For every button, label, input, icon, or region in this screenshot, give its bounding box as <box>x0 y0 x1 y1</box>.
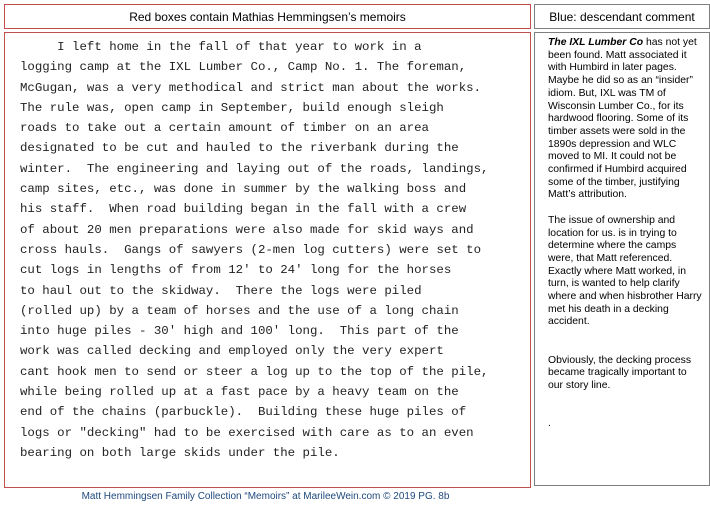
memoir-line: designated to be cut and hauled to the riverbank during the <box>20 141 459 156</box>
comment-paragraph-4: . <box>548 418 551 430</box>
memoir-line: into huge piles - 30' high and 100' long. This part of the <box>20 324 459 339</box>
comment-paragraph-3: Obviously, the decking process became tragically important to our story line. <box>548 354 692 391</box>
footer-text: Matt Hemmingsen Family Collection “Memoirs” at MarileeWein.com © 2019 PG. 8b <box>81 491 450 502</box>
memoir-line: camp sites, etc., was done in summer by the walking boss and <box>20 182 467 197</box>
comment-paragraph-1 <box>548 37 703 202</box>
memoir-header-label: Red boxes contain Mathias Hemmingsen’s memoirs <box>129 9 406 24</box>
memoir-text-box <box>4 32 531 488</box>
comment-header-label: Blue: descendant comment <box>549 9 695 24</box>
memoir-line: logging camp at the IXL Lumber Co., Camp No. 1. The foreman, <box>20 60 467 75</box>
memoir-line: to haul out to the skidway. There the logs were piled <box>20 283 422 298</box>
memoir-line: cant hook men to send or steer a log up to the top of the pile, <box>20 364 489 379</box>
descendant-comment-box <box>534 32 710 486</box>
memoir-line: roads to take out a certain amount of timber on an area <box>20 121 429 136</box>
memoir-line: McGugan, was a very methodical and strict man about the works. <box>20 80 482 95</box>
memoir-line: I left home in the fall of that year to work in a <box>20 40 422 54</box>
memoir-header <box>4 4 531 29</box>
memoir-line: The rule was, open camp in September, build enough sleigh <box>20 100 444 115</box>
memoir-line: his staff. When road building began in the fall with a crew <box>20 202 467 217</box>
memoir-line: cross hauls. Gangs of sawyers (2-men log cutters) were set to <box>20 242 482 257</box>
comment-header <box>534 4 710 29</box>
comment-paragraph-2: The issue of ownership and location for us. is in trying to determine where the camps were, that Matt referenced. Exactly where Matt worked, in turn, is wanted to help clarify where and when hisbrother Harry met his death in a decking accident. <box>548 214 702 328</box>
memoir-line: (rolled up) by a team of horses and the use of a long chain <box>20 303 459 318</box>
memoir-line: bearing on both large skids under the pile. <box>20 445 340 460</box>
memoir-line: while being rolled up at a fast pace by a heavy team on the <box>20 385 459 400</box>
memoir-line: winter. The engineering and laying out of the roads, landings, <box>20 161 489 176</box>
memoir-line: end of the chains (parbuckle). Building these huge piles of <box>20 405 467 420</box>
memoir-line: work was called decking and employed only the very expert <box>20 344 444 359</box>
company-name: The IXL Lumber Co <box>548 37 644 48</box>
memoir-line: of about 20 men preparations were also made for skid ways and <box>20 222 474 237</box>
comment-paragraph-1-text: has not yet been found. Matt associated it with Humbird in later pages. Maybe he did so as an “insider” idiom. But, IXL was TM of Wisconsin Lumber Co., for its hardwood flooring. Some of its timber assets were sold in the 1890s depression and WLC moved to MI. It could not be confirmed if Humbird acquired some of the timber, justifying Matt’s attribution. <box>548 37 697 201</box>
memoir-line: logs or "decking" had to be exercised with care as to an even <box>20 425 474 440</box>
footer-credit <box>0 491 531 507</box>
memoir-line: cut logs in lengths of from 12' to 24' long for the horses <box>20 263 452 278</box>
